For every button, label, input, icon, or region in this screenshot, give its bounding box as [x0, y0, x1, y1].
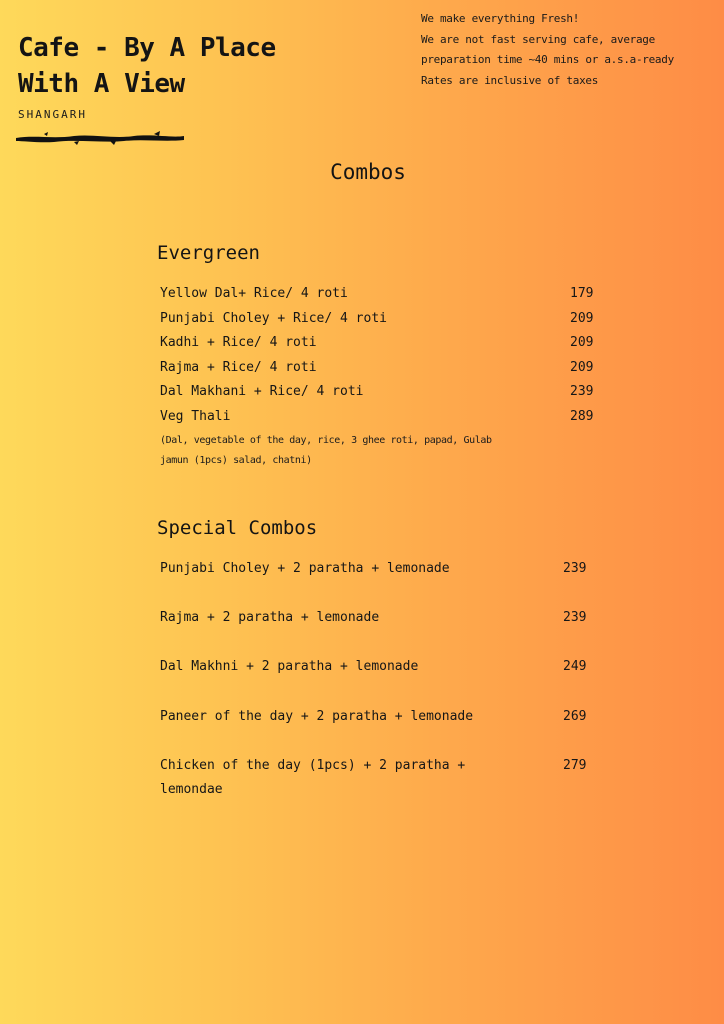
- menu-item-price: 239: [563, 561, 587, 576]
- thali-description-line2: jamun (1pcs) salad, chatni): [160, 455, 312, 466]
- menu-item-price: 209: [570, 311, 594, 326]
- menu-item-price: 279: [563, 758, 587, 773]
- cafe-name-line2: With A View: [18, 69, 185, 99]
- menu-item-name: [160, 754, 490, 802]
- menu-item-name: Paneer of the day + 2 paratha + lemonade: [160, 709, 474, 724]
- menu-item-name-line1: Chicken of the day (1pcs) + 2 paratha +: [160, 758, 466, 773]
- location-subtitle: SHANGARH: [18, 108, 87, 121]
- menu-item-name: Rajma + Rice/ 4 roti: [160, 360, 317, 375]
- menu-item-name: Kadhi + Rice/ 4 roti: [160, 335, 317, 350]
- note-taxes: Rates are inclusive of taxes: [421, 73, 599, 87]
- thali-description: [160, 431, 540, 471]
- menu-item-name: Dal Makhni + 2 paratha + lemonade: [160, 659, 419, 674]
- menu-item-name: Veg Thali: [160, 409, 231, 424]
- thali-description-line1: (Dal, vegetable of the day, rice, 3 ghee roti, papad, Gulab: [160, 435, 492, 446]
- menu-item-price: 289: [570, 409, 594, 424]
- menu-item-price: 269: [563, 709, 587, 724]
- menu-item-price: 239: [570, 384, 594, 399]
- menu-item-name: Punjabi Choley + 2 paratha + lemonade: [160, 561, 450, 576]
- cafe-name-line1: Cafe - By A Place: [18, 33, 276, 63]
- menu-item-price: 239: [563, 610, 587, 625]
- menu-item-name: Dal Makhani + Rice/ 4 roti: [160, 384, 364, 399]
- menu-item-price: 209: [570, 360, 594, 375]
- note-not-fast: We are not fast serving cafe, average: [421, 32, 655, 46]
- group-title-special-combos: Special Combos: [157, 517, 318, 539]
- menu-item-price: 249: [563, 659, 587, 674]
- menu-item-name: Yellow Dal+ Rice/ 4 roti: [160, 286, 348, 301]
- cafe-notes: [421, 9, 721, 91]
- brush-stroke-divider: [14, 130, 186, 146]
- note-prep-time: preparation time ~40 mins or a.s.a-ready: [421, 53, 674, 66]
- menu-item-name: Punjabi Choley + Rice/ 4 roti: [160, 311, 387, 326]
- section-heading: Combos: [330, 160, 406, 184]
- menu-item-name-line2: lemondae: [160, 782, 223, 797]
- menu-item-price: 179: [570, 286, 594, 301]
- menu-item-name: Rajma + 2 paratha + lemonade: [160, 610, 380, 625]
- note-fresh: We make everything Fresh!: [421, 12, 580, 25]
- menu-item-price: 209: [570, 335, 594, 350]
- group-title-evergreen: Evergreen: [157, 242, 260, 264]
- cafe-name: [18, 30, 318, 102]
